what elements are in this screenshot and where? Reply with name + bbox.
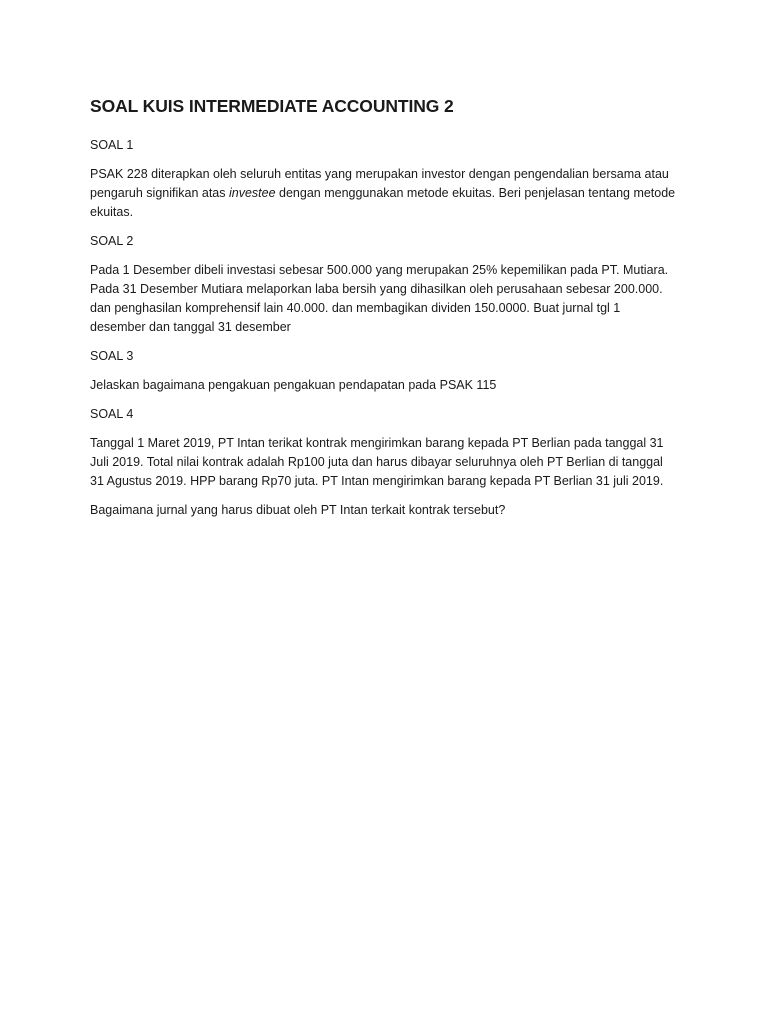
document-title: SOAL KUIS INTERMEDIATE ACCOUNTING 2 [90,96,454,116]
section-4-paragraph [90,434,690,491]
paragraph-line: desember dan tanggal 31 desember [90,320,291,334]
paragraph-line: Jelaskan bagaimana pengakuan pengakuan pendapatan pada PSAK 115 [90,378,497,392]
paragraph-line: dan penghasilan komprehensif lain 40.000. dan membagikan dividen 150.0000. Buat jurnal tgl 1 [90,301,621,315]
paragraph-line: Pada 1 Desember dibeli investasi sebesar 500.000 yang merupakan 25% kepemilikan pada PT. Mutiara. [90,263,669,277]
paragraph-line [90,184,690,203]
section-heading-soal-4: SOAL 4 [90,407,134,421]
italic-term: investee [228,186,276,200]
text-run: dengan menggunakan metode ekuitas. Beri penjelasan tentang metode [275,186,676,200]
section-2-paragraph [90,261,690,337]
paragraph-line: PSAK 228 diterapkan oleh seluruh entitas yang merupakan investor dengan pengendalian bersama atau [90,167,669,181]
section-heading-soal-3: SOAL 3 [90,349,134,363]
section-3-paragraph [90,376,690,395]
paragraph-line: Bagaimana jurnal yang harus dibuat oleh PT Intan terkait kontrak tersebut? [90,503,506,517]
section-1-paragraph [90,165,690,222]
section-heading-soal-1: SOAL 1 [90,138,134,152]
section-4-followup-question [90,501,690,520]
document-page [90,94,690,530]
paragraph-line: Juli 2019. Total nilai kontrak adalah Rp100 juta dan harus dibayar seluruhnya oleh PT Berlian di tanggal [90,455,663,469]
paragraph-line: 31 Agustus 2019. HPP barang Rp70 juta. PT Intan mengirimkan barang kepada PT Berlian 31 juli 2019. [90,474,664,488]
section-heading-soal-2: SOAL 2 [90,234,134,248]
paragraph-line: ekuitas. [90,205,134,219]
paragraph-line: Pada 31 Desember Mutiara melaporkan laba bersih yang dihasilkan oleh perusahaan sebesar 200.000. [90,282,663,296]
paragraph-line: Tanggal 1 Maret 2019, PT Intan terikat kontrak mengirimkan barang kepada PT Berlian pada tanggal 31 [90,436,664,450]
text-run: pengaruh signifikan atas [90,186,229,200]
